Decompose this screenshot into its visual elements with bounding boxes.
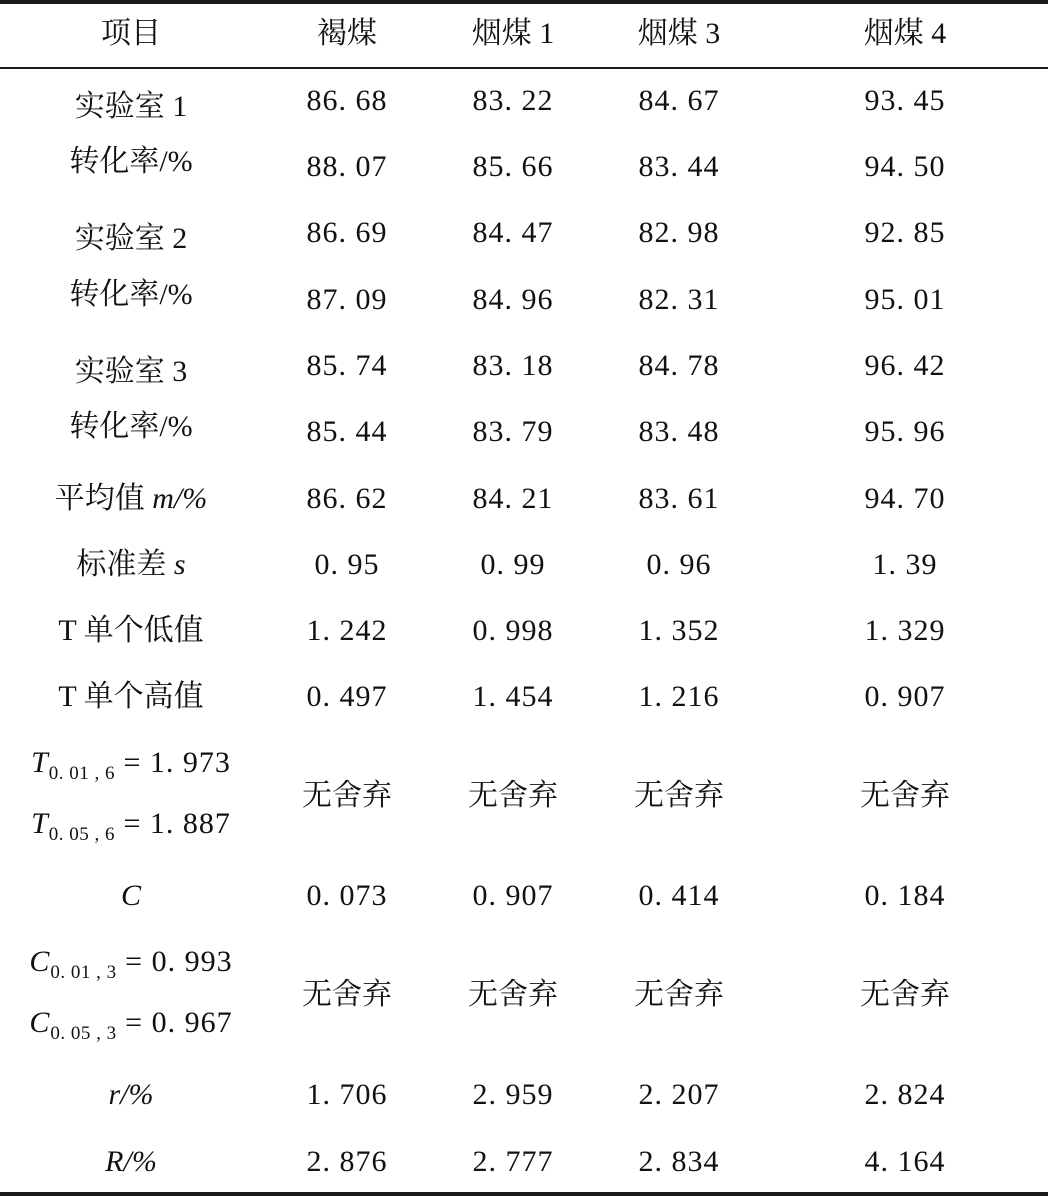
lab3-r1-bit3: 84. 78 (638, 349, 720, 382)
lab1-r1-lignite: 86. 68 (306, 84, 388, 117)
mean-label-suffix: /% (173, 482, 208, 515)
c-result-lignite: 无舍弃 (302, 978, 392, 1011)
lab3-r2-lignite: 85. 44 (306, 415, 388, 448)
t-high-lignite: 0. 497 (306, 680, 388, 713)
lab3-r1-bit1: 83. 18 (472, 349, 554, 382)
t-critical-005-subscript: 0. 05 , 6 (48, 824, 116, 845)
lab1-r2-bit3: 83. 44 (638, 150, 720, 183)
t-critical-005-symbol: T (31, 807, 49, 840)
t-low-label: T 单个低值 (58, 614, 204, 647)
mean-bit3: 83. 61 (638, 482, 720, 515)
c-critical-001-value: = 0. 993 (116, 945, 233, 978)
t-high-label: T 单个高值 (58, 680, 204, 713)
lab2-r2-bit4: 95. 01 (864, 283, 946, 316)
std-label-prefix: 标准差 (76, 548, 174, 581)
c-critical-001 (29, 945, 232, 983)
c-bit1: 0. 907 (472, 879, 554, 912)
lab2-r1-bit4: 92. 85 (864, 216, 946, 249)
std-bit3: 0. 96 (646, 548, 712, 581)
lab2-unit-label: 转化率/% (69, 278, 193, 311)
c-critical-001-subscript: 0. 01 , 3 (50, 962, 117, 983)
R-lignite: 2. 876 (306, 1145, 388, 1178)
t-low-bit3: 1. 352 (638, 614, 720, 647)
r-lignite: 1. 706 (306, 1078, 388, 1111)
c-critical-005 (29, 1006, 232, 1044)
R-bit3: 2. 834 (638, 1145, 720, 1178)
c-result-bit1: 无舍弃 (468, 978, 558, 1011)
lab3-r1-lignite: 85. 74 (306, 349, 388, 382)
lab2-r2-bit1: 84. 96 (472, 283, 554, 316)
r-label-suffix: /% (120, 1078, 154, 1111)
t-result-bit3: 无舍弃 (634, 779, 724, 812)
r-bit3: 2. 207 (638, 1078, 720, 1111)
t-result-bit4: 无舍弃 (860, 779, 950, 812)
mean-lignite: 86. 62 (306, 482, 388, 515)
t-low-lignite: 1. 242 (306, 614, 388, 647)
lab1-label: 实验室 1 (74, 90, 188, 123)
r-label-var: r (108, 1078, 121, 1111)
c-result-bit3: 无舍弃 (634, 978, 724, 1011)
R-label-var: R (105, 1145, 124, 1178)
c-critical-005-symbol: C (29, 1006, 51, 1039)
t-high-bit4: 0. 907 (864, 680, 946, 713)
R-label-suffix: /% (123, 1145, 157, 1178)
r-bit1: 2. 959 (472, 1078, 554, 1111)
t-critical-001 (31, 746, 231, 784)
t-result-lignite: 无舍弃 (302, 779, 392, 812)
R-bit4: 4. 164 (864, 1145, 946, 1178)
t-critical-001-symbol: T (31, 746, 49, 779)
lab1-r1-bit1: 83. 22 (472, 84, 554, 117)
std-bit1: 0. 99 (480, 548, 546, 581)
lab2-r1-lignite: 86. 69 (306, 216, 388, 249)
table-top-rule (0, 0, 1048, 4)
header-col-bituminous-4: 烟煤 4 (863, 17, 947, 50)
c-bit3: 0. 414 (638, 879, 720, 912)
table-bottom-rule (0, 1192, 1048, 1196)
table-header-rule (0, 67, 1048, 69)
header-item: 项目 (101, 17, 161, 50)
header-col-bituminous-1: 烟煤 1 (471, 17, 555, 50)
std-bit4: 1. 39 (872, 548, 938, 581)
R-label (105, 1145, 157, 1179)
lab3-r1-bit4: 96. 42 (864, 349, 946, 382)
c-critical-005-subscript: 0. 05 , 3 (50, 1023, 117, 1044)
lab1-r2-bit1: 85. 66 (472, 150, 554, 183)
t-critical-001-subscript: 0. 01 , 6 (48, 763, 116, 784)
lab1-unit-label: 转化率/% (69, 145, 193, 178)
header-col-bituminous-3: 烟煤 3 (637, 17, 721, 50)
std-label-var: s (173, 548, 186, 581)
t-high-bit1: 1. 454 (472, 680, 554, 713)
r-label (108, 1078, 153, 1112)
lab2-r2-bit3: 82. 31 (638, 283, 720, 316)
std-lignite: 0. 95 (314, 548, 380, 581)
c-bit4: 0. 184 (864, 879, 946, 912)
lab3-r2-bit4: 95. 96 (864, 415, 946, 448)
mean-bit4: 94. 70 (864, 482, 946, 515)
lab3-r2-bit3: 83. 48 (638, 415, 720, 448)
lab1-r1-bit3: 84. 67 (638, 84, 720, 117)
lab1-r2-bit4: 94. 50 (864, 150, 946, 183)
lab3-r2-bit1: 83. 79 (472, 415, 554, 448)
lab1-r2-lignite: 88. 07 (306, 150, 388, 183)
c-result-bit4: 无舍弃 (860, 978, 950, 1011)
t-critical-005 (31, 807, 231, 845)
t-result-bit1: 无舍弃 (468, 779, 558, 812)
lab3-label: 实验室 3 (74, 355, 188, 388)
t-critical-001-value: = 1. 973 (115, 746, 231, 779)
lab2-r1-bit3: 82. 98 (638, 216, 720, 249)
mean-label-var: m (152, 482, 174, 515)
std-label (76, 548, 185, 582)
lab2-label: 实验室 2 (74, 222, 188, 255)
t-low-bit1: 0. 998 (472, 614, 554, 647)
R-bit1: 2. 777 (472, 1145, 554, 1178)
r-bit4: 2. 824 (864, 1078, 946, 1111)
lab1-r1-bit4: 93. 45 (864, 84, 946, 117)
c-label: C (120, 879, 142, 912)
t-critical-005-value: = 1. 887 (115, 807, 231, 840)
t-high-bit3: 1. 216 (638, 680, 720, 713)
mean-label-prefix: 平均值 (54, 482, 153, 515)
header-col-lignite: 褐煤 (317, 17, 377, 50)
lab3-unit-label: 转化率/% (69, 410, 193, 443)
mean-label (55, 482, 208, 516)
c-lignite: 0. 073 (306, 879, 388, 912)
lab2-r1-bit1: 84. 47 (472, 216, 554, 249)
t-low-bit4: 1. 329 (864, 614, 946, 647)
c-critical-001-symbol: C (29, 945, 51, 978)
c-critical-005-value: = 0. 967 (116, 1006, 233, 1039)
mean-bit1: 84. 21 (472, 482, 554, 515)
lab2-r2-lignite: 87. 09 (306, 283, 388, 316)
